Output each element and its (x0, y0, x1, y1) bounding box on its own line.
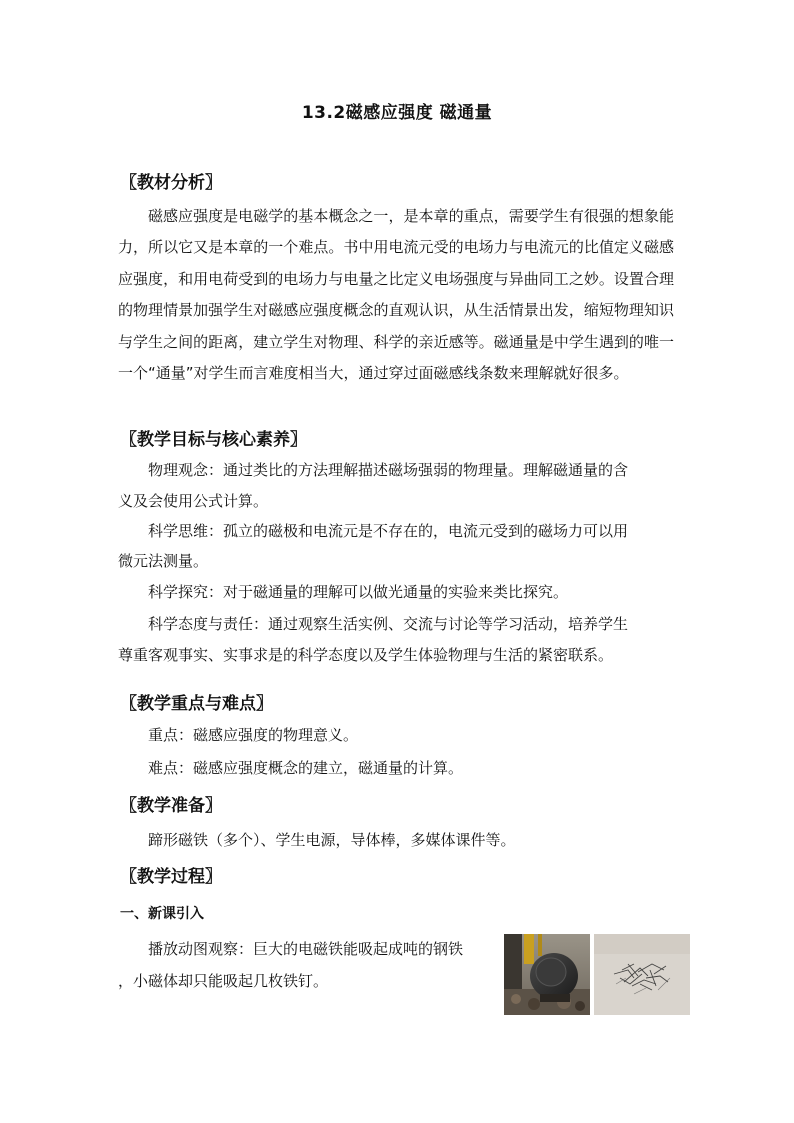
analysis-paragraph: 磁感应强度是电磁学的基本概念之一，是本章的重点，需要学生有很强的想象能力，所以它又是本章的一个难点。书中用电流元受的电场力与电流元的比值定义磁感应强度，和用电荷受到的电场力与电量之比定义电场强度与异曲同工之妙。设置合理的物理情景加强学生对磁感应强度概念的直观认识，从生活情景出发，缩短物理知识与学生之间的距离，建立学生对物理、科学的亲近感等。磁通量是中学生遇到的唯一一个“通量”对学生而言难度相当大，通过穿过面磁感线条数来理解就好很多。 (118, 207, 674, 383)
attitude-line-2: 尊重客观事实、实事求是的科学态度以及学生体验物理与生活的紧密联系。 (118, 646, 614, 664)
iron-filings-photo-image (594, 934, 690, 1015)
difficulty-line: 难点：磁感应强度概念的建立，磁通量的计算。 (148, 759, 464, 777)
intro-line-2: ，小磁体却只能吸起几枚铁钉。 (118, 972, 329, 990)
electromagnet-photo (504, 934, 590, 1015)
preparation-line: 蹄形磁铁（多个）、学生电源，导体棒，多媒体课件等。 (148, 831, 516, 849)
concept-line-1: 物理观念：通过类比的方法理解描述磁场强弱的物理量。理解磁通量的含 (148, 461, 629, 479)
document-title: 13.2磁感应强度 磁通量 (301, 103, 493, 123)
thinking-line-1: 科学思维：孤立的磁极和电流元是不存在的，电流元受到的磁场力可以用 (148, 522, 629, 540)
process-heading: 〖教学过程〗 (120, 867, 222, 887)
intro-line-1: 播放动图观察：巨大的电磁铁能吸起成吨的钢铁 (148, 940, 464, 958)
preparation-heading: 〖教学准备〗 (120, 796, 222, 816)
concept-line-2: 义及会使用公式计算。 (118, 492, 269, 510)
inquiry-line: 科学探究：对于磁通量的理解可以做光通量的实验来类比探究。 (148, 583, 569, 601)
thinking-line-2: 微元法测量。 (118, 552, 209, 570)
focus-line: 重点：磁感应强度的物理意义。 (148, 726, 359, 744)
electromagnet-photo-image (504, 934, 590, 1015)
analysis-heading: 〖教材分析〗 (120, 173, 222, 193)
attitude-line-1: 科学态度与责任：通过观察生活实例、交流与讨论等学习活动，培养学生 (148, 615, 629, 633)
goals-heading: 〖教学目标与核心素养〗 (120, 430, 307, 450)
iron-filings-photo (594, 934, 690, 1015)
intro-sub-heading: 一、新课引入 (120, 906, 204, 922)
key-points-heading: 〖教学重点与难点〗 (120, 694, 273, 714)
